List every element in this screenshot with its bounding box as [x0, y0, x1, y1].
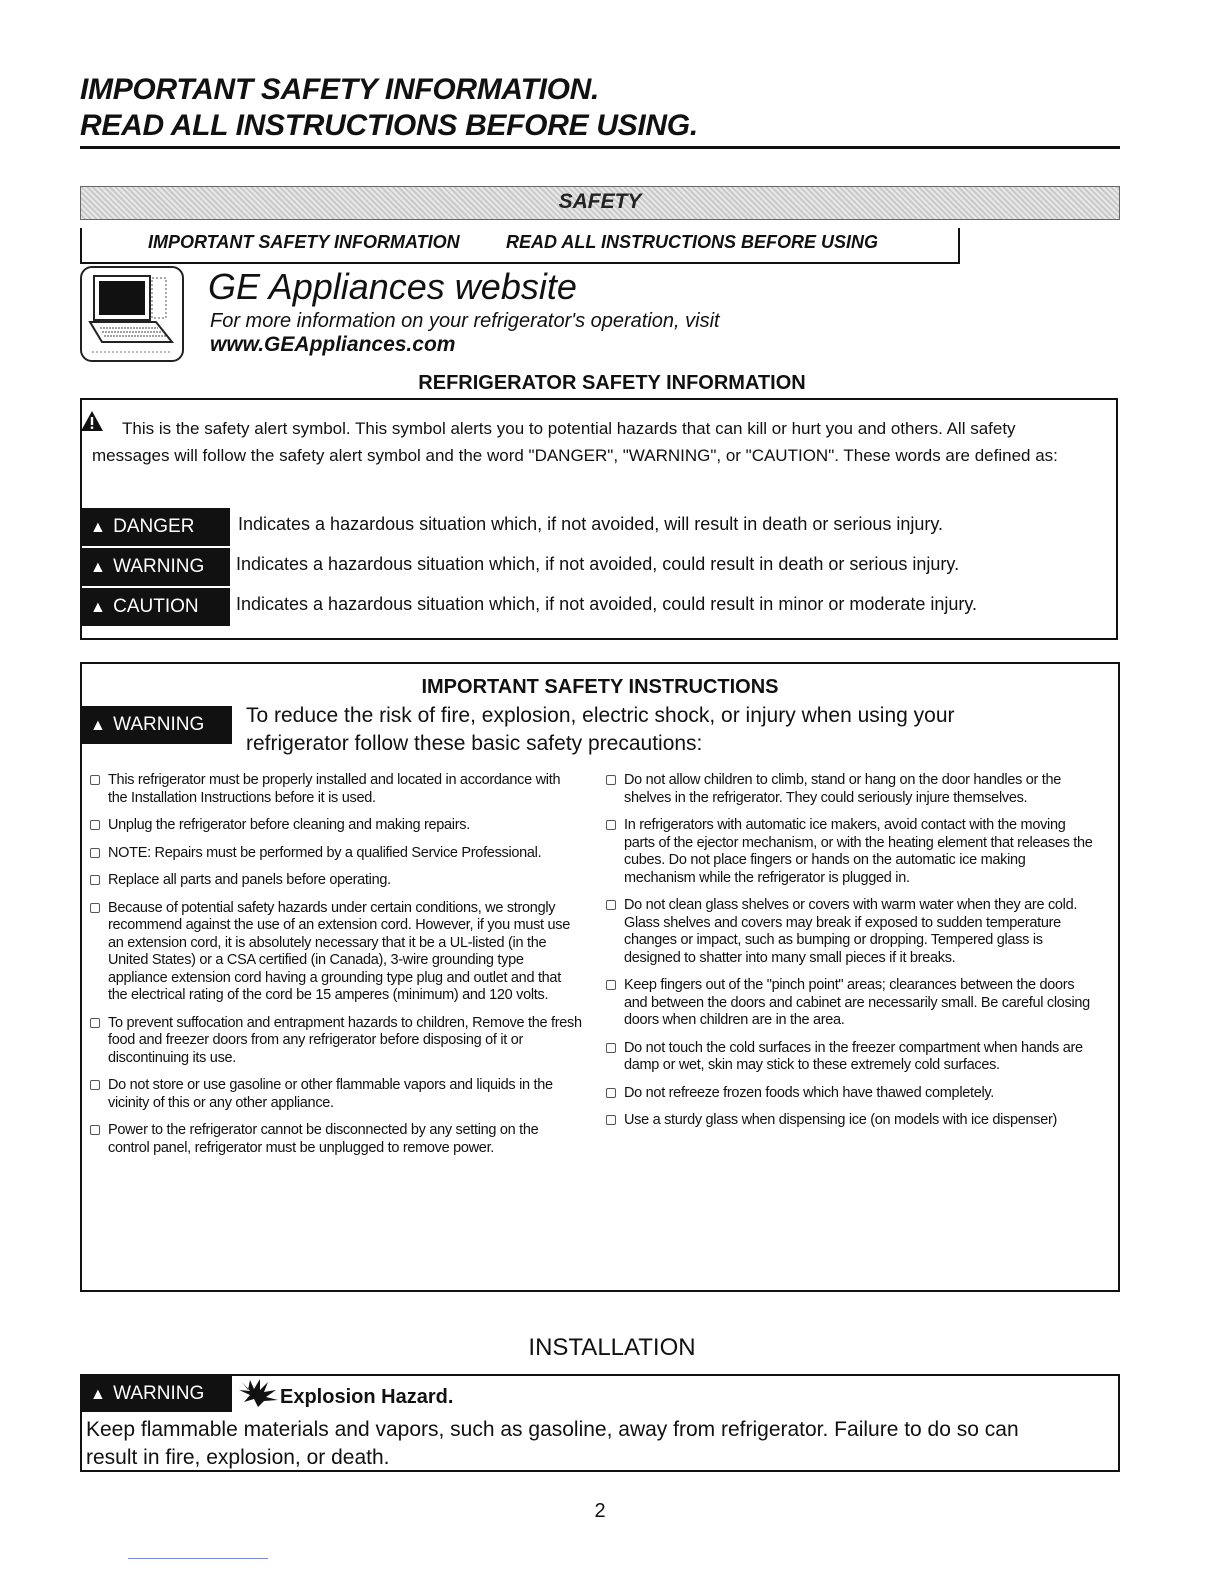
page-number: 2: [594, 1500, 606, 1522]
safety-intro-line2: messages will follow the safety alert symbol and the word "DANGER", "WARNING", or "CAUTION". These words are defined as:: [92, 446, 1058, 465]
explosion-hazard-title: Explosion Hazard.: [280, 1386, 454, 1408]
installation-warning-label-text: WARNING: [113, 1383, 205, 1404]
list-item: [606, 1085, 1096, 1103]
instructions-warning-line2: refrigerator follow these basic safety precautions:: [246, 732, 703, 755]
safety-banner: [80, 186, 1120, 220]
bullet-icon: [90, 1080, 100, 1090]
page-title-line1: IMPORTANT SAFETY INFORMATION.: [80, 73, 600, 106]
alert-triangle-icon: ▲: [90, 717, 106, 734]
alert-triangle-icon: ▲: [90, 599, 106, 616]
alert-triangle-icon: ▲: [90, 559, 106, 576]
installation-title: INSTALLATION: [528, 1334, 696, 1361]
list-item: [606, 817, 1096, 887]
refrigerator-safety-title: REFRIGERATOR SAFETY INFORMATION: [418, 372, 806, 394]
list-item-text: Unplug the refrigerator before cleaning and making repairs.: [108, 817, 470, 833]
safety-intro-line1: This is the safety alert symbol. This symbol alerts you to potential hazards that can kill or hurt you and others. All safety: [122, 419, 1016, 438]
website-text: For more information on your refrigerator's operation, visit: [210, 310, 720, 332]
list-item-text: Do not allow children to climb, stand or hang on the door handles or the shelves in the refrigerator. They could seriously injure themselves.: [624, 772, 1062, 806]
list-item-text: To prevent suffocation and entrapment hazards to children, Remove the fresh food and freezer doors from any refrigerator before disposing of it or discontinuing its use.: [108, 1014, 582, 1066]
bullet-icon: [90, 875, 100, 885]
subheader-right: READ ALL INSTRUCTIONS BEFORE USING: [506, 232, 879, 252]
alert-triangle-icon: ▲: [90, 1386, 106, 1403]
list-item-text: Power to the refrigerator cannot be disconnected by any setting on the control panel, refrigerator must be unplugged to remove power.: [108, 1122, 539, 1156]
bullet-icon: [606, 820, 616, 830]
list-item: [90, 1015, 582, 1068]
laptop-icon: [80, 266, 184, 362]
list-item-text: Use a sturdy glass when dispensing ice (on models with ice dispenser): [624, 1112, 1058, 1128]
installation-warning-label: [82, 1376, 232, 1412]
list-item-text: In refrigerators with automatic ice makers, avoid contact with the moving parts of the ejector mechanism, or with the heating element that releases the cubes. Do not place fingers or hands on the automatic ice making mechanism while the refrigerator is plugged in.: [624, 817, 1093, 886]
bullet-icon: [90, 775, 100, 785]
bullet-icon: [606, 1043, 616, 1053]
list-item-text: Do not store or use gasoline or other flammable vapors and liquids in the vicinity of this or any other appliance.: [108, 1077, 553, 1111]
bullet-icon: [606, 775, 616, 785]
list-item-text: Do not clean glass shelves or covers with warm water when they are cold. Glass shelves and covers may break if exposed to sudden temperature changes or impact, such as bumping or dropping. Tempered glass is designed to shatter into many small pieces if it breaks.: [624, 897, 1078, 966]
danger-label: [82, 508, 230, 546]
warning-label-text: WARNING: [113, 556, 205, 577]
list-item: [90, 845, 582, 863]
list-item: [90, 1077, 582, 1112]
bullet-icon: [606, 980, 616, 990]
list-item-text: Because of potential safety hazards under certain conditions, we strongly recommend against the use of an extension cord. However, if you must use an extension cord, it is absolutely necessary that it be a UL-listed (in the United States) or a CSA certified (in Canada), 3-wire grounding type appliance extension cord having a grounding type plug and outlet and that the electrical rating of the cord be 15 amperes (minimum) and 120 volts.: [108, 899, 570, 1003]
list-item-text: Keep fingers out of the "pinch point" areas; clearances between the doors and between the doors and cabinet are necessarily small. Be careful closing doors when children are in the area.: [624, 977, 1090, 1028]
list-item-text: Do not touch the cold surfaces in the freezer compartment when hands are damp or wet, skin may stick to these extremely cold surfaces.: [624, 1039, 1083, 1073]
warning-definition: Indicates a hazardous situation which, if not avoided, could result in death or serious injury.: [236, 554, 960, 574]
list-item-text: NOTE: Repairs must be performed by a qualified Service Professional.: [108, 844, 542, 861]
list-item: [90, 872, 582, 890]
instructions-warning-label-text: WARNING: [113, 714, 205, 735]
warning-label: [82, 548, 230, 586]
website-title: GE Appliances website: [208, 266, 577, 307]
caution-definition: Indicates a hazardous situation which, if not avoided, could result in minor or moderate injury.: [236, 594, 978, 614]
bullet-icon: [90, 1018, 100, 1028]
safety-banner-text: SAFETY: [558, 190, 642, 213]
instructions-title: IMPORTANT SAFETY INSTRUCTIONS: [421, 676, 779, 698]
list-item-text: This refrigerator must be properly installed and located in accordance with the Installation Instructions before it is used.: [108, 772, 561, 806]
instructions-left-column: [90, 772, 582, 1167]
list-item: [90, 817, 582, 835]
list-item: [606, 1040, 1096, 1075]
footer-line: [128, 1558, 268, 1559]
safety-instructions-box: [80, 662, 1120, 1292]
instructions-warning-line1: To reduce the risk of fire, explosion, electric shock, or injury when using your: [246, 704, 955, 727]
caution-label: [82, 588, 230, 626]
installation-warning-box: [80, 1374, 1120, 1472]
bullet-icon: [606, 1088, 616, 1098]
subheader-box: [80, 228, 960, 264]
danger-label-text: DANGER: [113, 516, 195, 537]
bullet-icon: [90, 848, 100, 858]
bullet-icon: [606, 900, 616, 910]
alert-triangle-icon: [80, 410, 104, 432]
list-item: [606, 772, 1096, 807]
subheader-left: IMPORTANT SAFETY INFORMATION: [148, 232, 460, 252]
header-rule: [80, 146, 1120, 149]
list-item: [90, 900, 582, 1005]
danger-definition: Indicates a hazardous situation which, if not avoided, will result in death or serious injury.: [238, 514, 944, 534]
alert-triangle-icon: ▲: [90, 519, 106, 536]
bullet-icon: [90, 1125, 100, 1135]
installation-warning-line2: result in fire, explosion, or death.: [86, 1446, 390, 1469]
bullet-icon: [606, 1115, 616, 1125]
safety-alert-box: [80, 398, 1118, 640]
list-item: [90, 772, 582, 807]
list-item: [90, 1122, 582, 1157]
website-url[interactable]: www.GEAppliances.com: [210, 333, 456, 356]
instructions-right-column: [606, 772, 1096, 1140]
list-item: [606, 977, 1096, 1030]
caution-label-text: CAUTION: [113, 596, 199, 617]
list-item: [606, 1112, 1096, 1130]
instructions-warning-label: [82, 706, 232, 744]
explosion-icon: [238, 1378, 280, 1408]
list-item: [606, 897, 1096, 967]
list-item-text: Replace all parts and panels before operating.: [108, 872, 391, 888]
page-title-line2: READ ALL INSTRUCTIONS BEFORE USING.: [80, 109, 698, 142]
bullet-icon: [90, 820, 100, 830]
list-item-text: Do not refreeze frozen foods which have thawed completely.: [624, 1084, 995, 1101]
installation-warning-line1: Keep flammable materials and vapors, such as gasoline, away from refrigerator. Failure to do so can: [86, 1418, 1019, 1441]
bullet-icon: [90, 903, 100, 913]
